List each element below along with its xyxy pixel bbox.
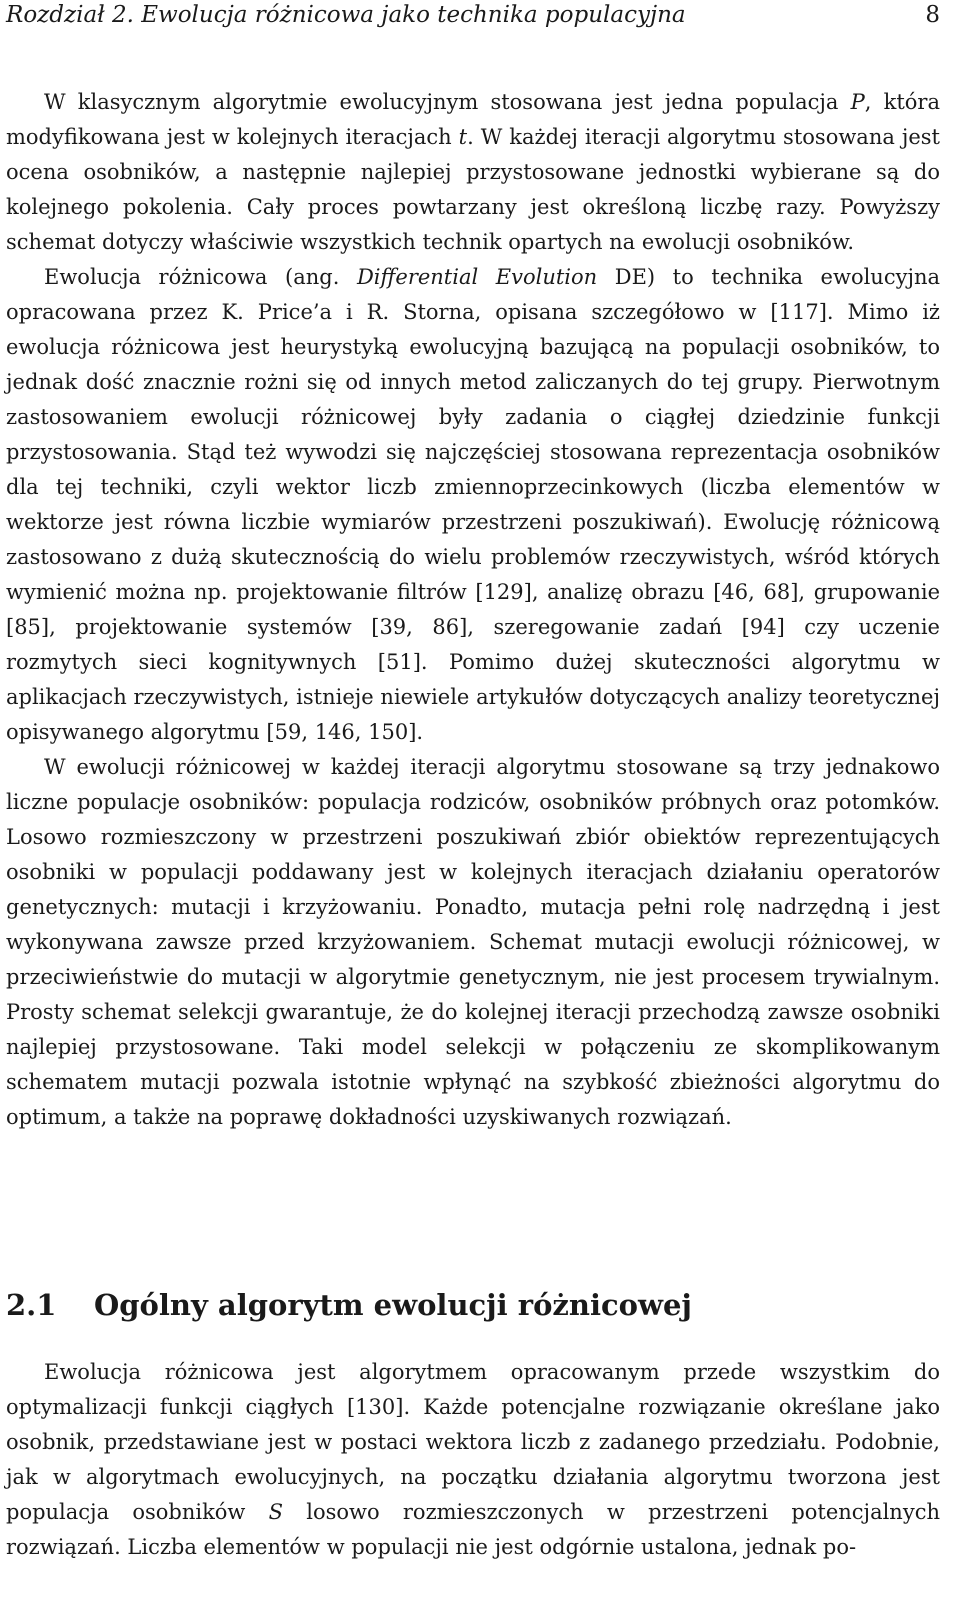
emphasis-term: Differential Evolution [356, 265, 598, 289]
section-number: 2.1 [6, 1288, 57, 1322]
section-body [6, 1355, 940, 1565]
text-run: Ewolucja różnicowa (ang. [44, 265, 357, 289]
body-text [6, 85, 940, 1135]
math-variable-s: S [268, 1500, 284, 1524]
running-header [6, 0, 940, 30]
section-heading [6, 1285, 940, 1325]
page-number: 8 [925, 2, 940, 28]
paragraph-general-algorithm [6, 1355, 940, 1565]
text-run: . W każdej iteracji algorytmu stosowana jest ocena osobników, a następnie najlepiej przystosowane jednostki wybierane są do kolejnego pokolenia. Cały proces powtarzany jest określoną liczbę razy. Powyższy schemat dotyczy właściwie wszystkich technik opartych na ewolucji osobników. [6, 125, 940, 254]
text-run: losowo rozmieszczonych w przestrzeni potencjalnych rozwiązań. Liczba elementów w populacji nie jest odgórnie ustalona, jednak po- [6, 1500, 940, 1559]
paragraph-de-intro [6, 260, 940, 750]
math-variable-p: P [850, 90, 865, 114]
paragraph-de-populations: W ewolucji różnicowej w każdej iteracji algorytmu stosowane są trzy jednakowo liczne populacje osobników: populacja rodziców, osobników próbnych oraz potomków. Losowo rozmieszczony w przestrzeni poszukiwań zbiór obiektów reprezentujących osobniki w populacji poddawany jest w kolejnych iteracjach działaniu operatorów genetycznych: mutacji i krzyżowaniu. Ponadto, mutacja pełni rolę nadrzędną i jest wykonywana zawsze przed krzyżowaniem. Schemat mutacji ewolucji różnicowej, w przeciwieństwie do mutacji w algorytmie genetycznym, nie jest procesem trywialnym. Prosty schemat selekcji gwarantuje, że do kolejnej iteracji przechodzą zawsze osobniki najlepiej przystosowane. Taki model selekcji w połączeniu ze skomplikowanym schematem mutacji pozwala istotnie wpłynąć na szybkość zbieżności algorytmu do optimum, a także na poprawę dokładności uzyskiwanych rozwiązań. [6, 755, 940, 1129]
text-run: DE) to technika ewolucyjna opracowana przez K. Price’a i R. Storna, opisana szczegółowo w [117]. Mimo iż ewolucja różnicowa jest heurystyką ewolucyjną bazującą na populacji osobników, to jednak dość znacznie rożni się od innych metod zaliczanych do tej grupy. Pierwotnym zastosowaniem ewolucji różnicowej były zadania o ciągłej dziedzinie funkcji przystosowania. Stąd też wywodzi się najczęściej stosowana reprezentacja osobników dla tej techniki, czyli wektor liczb zmiennoprzecinkowych (liczba elementów w wektorze jest równa liczbie wymiarów przestrzeni poszukiwań). Ewolucję różnicową zastosowano z dużą skutecznością do wielu problemów rzeczywistych, wśród których wymienić można np. projektowanie filtrów [129], analizę obrazu [46, 68], grupowanie [85], projektowanie systemów [39, 86], szeregowanie zadań [94] czy uczenie rozmytych sieci kognitywnych [51]. Pomimo dużej skuteczności algorytmu w aplikacjach rzeczywistych, istnieje niewiele artykułów dotyczących analizy teoretycznej opisywanego algorytmu [59, 146, 150]. [6, 265, 941, 744]
paragraph-classic-ea [6, 85, 940, 260]
chapter-title: Rozdział 2. Ewolucja różnicowa jako technika populacyjna [6, 2, 686, 28]
math-variable-t: t [458, 125, 468, 149]
section-title: Ogólny algorytm ewolucji różnicowej [94, 1288, 692, 1322]
text-run: Ewolucja różnicowa jest algorytmem opracowanym przede wszystkim do optymalizacji funkcji ciągłych [130]. Każde potencjalne rozwiązanie określane jako osobnik, przedstawiane jest w postaci wektora liczb z zadanego przedziału. Podobnie, jak w algorytmach ewolucyjnych, na początku działania algorytmu tworzona jest populacja osobników [6, 1360, 940, 1524]
text-run: W klasycznym algorytmie ewolucyjnym stosowana jest jedna populacja [44, 90, 851, 114]
text-run: , która modyfikowana jest w kolejnych iteracjach [6, 90, 940, 149]
